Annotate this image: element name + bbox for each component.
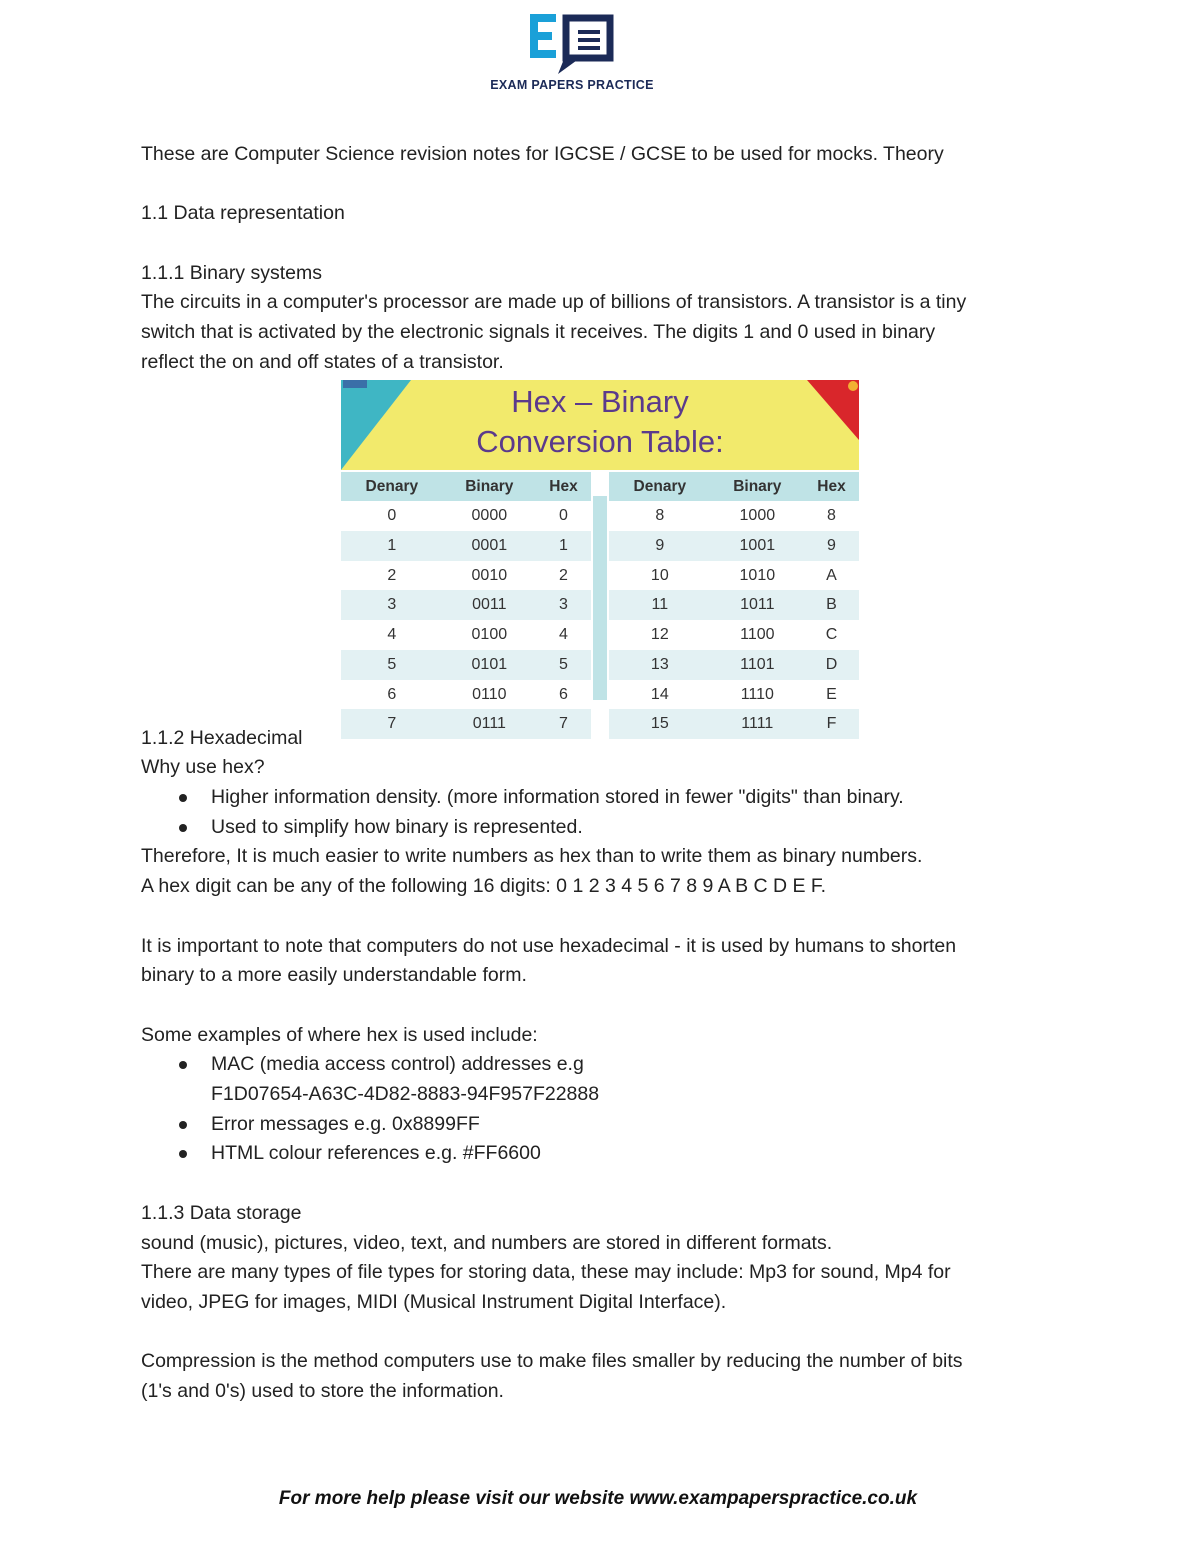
table-cell: 6 — [341, 680, 443, 710]
table-cell: 12 — [609, 620, 711, 650]
list-item: Error messages e.g. 0x8899FF — [141, 1110, 1071, 1140]
storage-heading: 1.1.3 Data storage — [141, 1201, 302, 1224]
table-cell: 0101 — [443, 650, 536, 680]
binary-heading: 1.1.1 Binary systems — [141, 261, 322, 284]
table-cell: 13 — [609, 650, 711, 680]
table-cell: 0 — [341, 501, 443, 531]
compression-line: Compression is the method computers use to make files smaller by reducing the number of bits — [141, 1350, 963, 1373]
table-cell: 2 — [536, 561, 591, 591]
column-header: Denary — [341, 472, 443, 502]
list-item-line: F1D07654-A63C-4D82-8883-94F957F22888 — [211, 1083, 600, 1105]
storage-line: sound (music), pictures, video, text, and numbers are stored in different formats. — [141, 1231, 833, 1254]
table-cell: 9 — [609, 531, 711, 561]
table-cell: 1 — [536, 531, 591, 561]
table-row — [341, 620, 591, 650]
table-row — [609, 561, 859, 591]
table-cell: 1101 — [711, 650, 804, 680]
intro-text: These are Computer Science revision notes for IGCSE / GCSE to be used for mocks. Theory — [141, 143, 944, 165]
exam-papers-practice-logo-icon — [530, 14, 614, 78]
table-cell: 0 — [536, 501, 591, 531]
list-item — [141, 1050, 1071, 1109]
table-cell: 5 — [341, 650, 443, 680]
list-item: Higher information density. (more information stored in fewer "digits" than binary. — [141, 783, 1071, 813]
table-row — [341, 531, 591, 561]
footer-website-text: For more help please visit our website www.exampaperspractice.co.uk — [278, 1488, 918, 1509]
hex-reasons-list — [141, 783, 1071, 842]
hex-line: A hex digit can be any of the following 16 digits: 0 1 2 3 4 5 6 7 8 9 A B C D E F. — [141, 875, 827, 898]
table-cell: 1110 — [711, 680, 804, 710]
column-header: Hex — [804, 472, 859, 502]
table-title-line2: Conversion Table: — [476, 423, 724, 459]
hex-binary-conversion-table-image — [341, 380, 859, 733]
table-banner — [341, 380, 859, 470]
table-cell: 11 — [609, 590, 711, 620]
table-cell: 0001 — [443, 531, 536, 561]
table-cell: 0010 — [443, 561, 536, 591]
table-row — [341, 680, 591, 710]
table-cell: 0100 — [443, 620, 536, 650]
table-cell: 15 — [609, 709, 711, 739]
table-divider — [591, 472, 609, 724]
hex-question: Why use hex? — [141, 756, 265, 779]
table-cell: 1100 — [711, 620, 804, 650]
table-row — [609, 650, 859, 680]
table-cell: 2 — [341, 561, 443, 591]
list-item: Used to simplify how binary is represented. — [141, 813, 1071, 843]
table-row — [609, 531, 859, 561]
document-body — [141, 140, 1071, 1407]
hex-note: It is important to note that computers do not use hexadecimal - it is used by humans to shorten — [141, 934, 957, 957]
column-header: Denary — [609, 472, 711, 502]
exam-papers-practice-logo — [474, 14, 670, 96]
column-header: Binary — [711, 472, 804, 502]
list-item: HTML colour references e.g. #FF6600 — [141, 1139, 1071, 1169]
table-cell: 8 — [609, 501, 711, 531]
conversion-table-left — [341, 472, 591, 739]
table-row — [341, 650, 591, 680]
table-cell: 7 — [341, 709, 443, 739]
column-header: Hex — [536, 472, 591, 502]
table-cell: D — [804, 650, 859, 680]
hex-examples-list — [141, 1050, 1071, 1169]
compression-line: (1's and 0's) used to store the information. — [141, 1380, 504, 1402]
table-cell: E — [804, 680, 859, 710]
table-row — [609, 501, 859, 531]
table-cell: 1 — [341, 531, 443, 561]
table-cell: 1111 — [711, 709, 804, 739]
table-cell: 10 — [609, 561, 711, 591]
hex-line: Therefore, It is much easier to write numbers as hex than to write them as binary numbers. — [141, 845, 923, 868]
table-cell: 7 — [536, 709, 591, 739]
table-cell: C — [804, 620, 859, 650]
table-row — [609, 590, 859, 620]
hex-note: binary to a more easily understandable form. — [141, 964, 527, 987]
list-item-line: MAC (media access control) addresses e.g — [211, 1053, 584, 1076]
table-cell: 6 — [536, 680, 591, 710]
table-cell: 4 — [341, 620, 443, 650]
table-row — [341, 501, 591, 531]
table-title — [341, 382, 859, 462]
table-cell: B — [804, 590, 859, 620]
logo-text: EXAM PAPERS PRACTICE — [490, 78, 654, 92]
table-cell: 1001 — [711, 531, 804, 561]
hex-heading: 1.1.2 Hexadecimal — [141, 726, 303, 749]
conversion-table-right — [609, 472, 859, 739]
table-cell: 9 — [804, 531, 859, 561]
table-row — [609, 680, 859, 710]
storage-line: video, JPEG for images, MIDI (Musical Instrument Digital Interface). — [141, 1290, 727, 1313]
table-row — [341, 590, 591, 620]
table-cell: 1010 — [711, 561, 804, 591]
table-cell: 3 — [341, 590, 443, 620]
examples-intro: Some examples of where hex is used include: — [141, 1023, 538, 1046]
table-cell: 4 — [536, 620, 591, 650]
table-row — [609, 620, 859, 650]
table-title-line1: Hex – Binary — [511, 383, 689, 419]
table-cell: A — [804, 561, 859, 591]
storage-line: There are many types of file types for storing data, these may include: Mp3 for sound, Mp4 for — [141, 1261, 951, 1284]
table-cell: 3 — [536, 590, 591, 620]
binary-line: switch that is activated by the electronic signals it receives. The digits 1 and 0 used in binary — [141, 321, 936, 344]
binary-line: The circuits in a computer's processor are made up of billions of transistors. A transistor is a tiny — [141, 291, 967, 314]
table-cell: 1000 — [711, 501, 804, 531]
column-header: Binary — [443, 472, 536, 502]
table-row — [341, 561, 591, 591]
table-cell: 8 — [804, 501, 859, 531]
table-cell: 1011 — [711, 590, 804, 620]
table-cell: 0000 — [443, 501, 536, 531]
table-cell: 14 — [609, 680, 711, 710]
binary-line: reflect the on and off states of a transistor. — [141, 350, 504, 373]
table-row — [609, 709, 859, 739]
section-heading: 1.1 Data representation — [141, 202, 345, 225]
table-row — [341, 709, 591, 739]
table-cell: 0011 — [443, 590, 536, 620]
table-cell: 0110 — [443, 680, 536, 710]
table-cell: 0111 — [443, 709, 536, 739]
table-cell: 5 — [536, 650, 591, 680]
table-cell: F — [804, 709, 859, 739]
